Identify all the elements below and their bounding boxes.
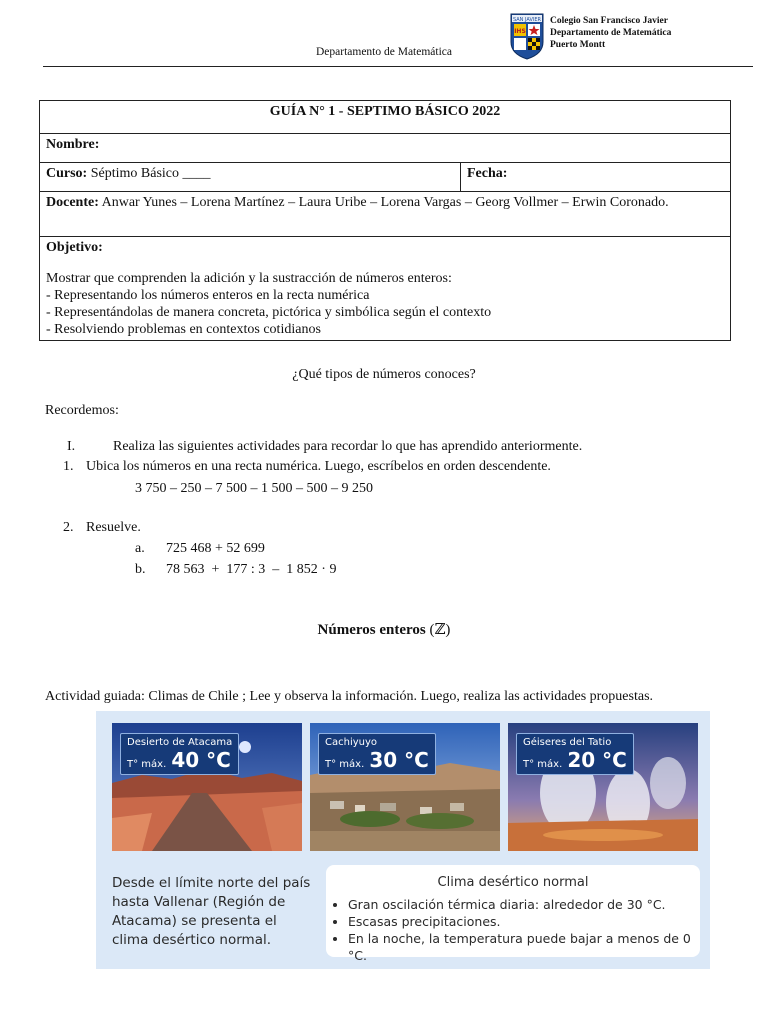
item-1-text: Ubica los números en una recta numérica. Luego, escríbelos en orden descendente. <box>86 459 551 474</box>
school-logo <box>509 12 545 60</box>
tatio-tag: Géiseres del Tatio T° máx. 20 °C <box>516 733 634 775</box>
climate-description: Desde el límite norte del país hasta Vallenar (Región de Atacama) se presenta el clima desértico normal. <box>112 875 311 948</box>
name-field: Nombre: <box>40 134 731 163</box>
climate-panel <box>96 711 710 969</box>
department-header: Departamento de Matemática <box>315 46 453 58</box>
climate-box-title: Clima desértico normal <box>437 875 589 890</box>
course-field: Curso: Séptimo Básico ____ <box>40 163 461 192</box>
item-2a-expression: 725 468 + 52 699 <box>166 541 265 556</box>
card-tatio <box>508 723 698 851</box>
teacher-field: Docente: Anwar Yunes – Lorena Martínez – Laura Uribe – Lorena Vargas – Georg Vollmer – Erwin Coronado. <box>40 192 731 237</box>
guide-title: GUÍA N° 1 - SEPTIMO BÁSICO 2022 <box>40 101 731 134</box>
cachiyuyo-tag: Cachiyuyo T° máx. 30 °C <box>318 733 436 775</box>
item-1-number: 1. <box>63 459 74 474</box>
card-atacama <box>112 723 302 851</box>
item-2-text: Resuelve. <box>86 520 141 535</box>
section-i-numeral: I. <box>67 439 76 454</box>
header-divider <box>43 66 753 67</box>
svg-text:SAN JAVIER: SAN JAVIER <box>512 17 542 23</box>
item-2a-label: a. <box>135 541 145 556</box>
section-title: Números enteros (ℤ) <box>317 622 451 638</box>
item-2-number: 2. <box>63 520 74 535</box>
item-1-numbers: 3 750 – 250 – 7 500 – 1 500 – 500 – 9 250 <box>135 481 373 496</box>
atacama-tag: Desierto de Atacama T° máx. 40 °C <box>120 733 239 775</box>
climate-bullet: • Gran oscilación térmica diaria: alrededor de 30 °C. <box>348 896 700 913</box>
card-cachiyuyo <box>310 723 500 851</box>
section-i-text: Realiza las siguientes actividades para recordar lo que has aprendido anteriormente. <box>113 439 583 454</box>
activity-intro: Actividad guiada: Climas de Chile ; Lee y observa la información. Luego, realiza las actividades propuestas. <box>45 689 654 704</box>
recall-label: Recordemos: <box>45 403 119 418</box>
climate-bullet: • Escasas precipitaciones. <box>348 913 700 930</box>
date-field: Fecha: <box>461 163 731 192</box>
svg-text:IHS: IHS <box>514 28 526 35</box>
item-2b-expression: 78 563 + 177 : 3 – 1 852 · 9 <box>166 562 337 577</box>
question-text: ¿Qué tipos de números conoces? <box>292 367 476 382</box>
item-2b-label: b. <box>135 562 146 577</box>
climate-info-box <box>326 865 700 963</box>
climate-bullet: • En la noche, la temperatura puede bajar a menos de 0 °C. <box>348 930 700 964</box>
school-name: Colegio San Francisco Javier Departamento de Matemática Puerto Montt <box>550 16 672 50</box>
objective-field: Objetivo: Mostrar que comprenden la adición y la sustracción de números enteros: - Representando los números enteros en la recta numérica - Representándolas de manera concreta, pictórica y simbólica según el contexto - Resolviendo problemas en contextos cotidianos <box>40 237 731 341</box>
guide-info-table <box>39 100 731 341</box>
